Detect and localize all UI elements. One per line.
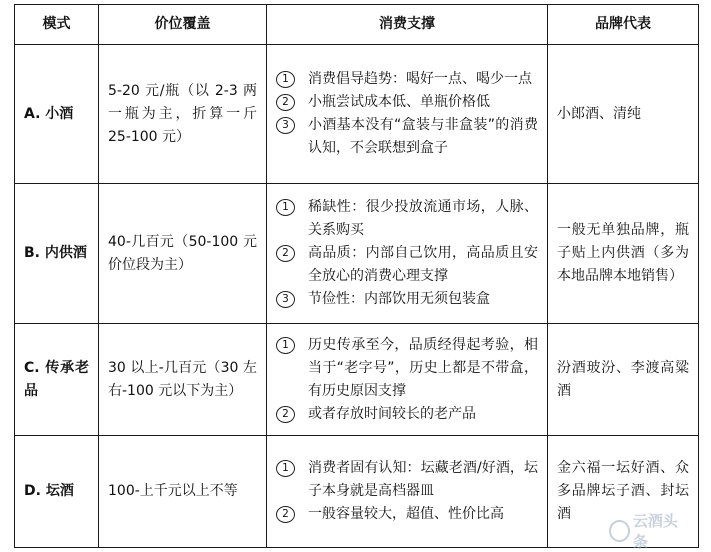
support-item	[276, 334, 538, 403]
support-text: 高品质：内部自己饮用，高品质且安全放心的消费心理支撑	[308, 245, 538, 284]
support-cell	[267, 184, 548, 324]
price-cell: 100-上千元以上不等	[99, 436, 267, 548]
support-text: 消费倡导趋势：喝好一点、喝少一点	[308, 71, 532, 87]
support-text: 小瓶尝试成本低、单瓶价格低	[308, 94, 490, 110]
brand-cell: 小郎酒、清纯	[548, 45, 699, 184]
header-mode: 模式	[15, 5, 99, 45]
watermark-text: 云酒头条	[632, 512, 678, 551]
support-text: 消费者固有认知：坛藏老酒/好酒，坛子本身就是高档器皿	[308, 460, 538, 499]
support-cell	[267, 45, 548, 184]
price-cell: 30 以上-几百元（30 左右-100 元以下为主）	[99, 324, 267, 436]
support-cell	[267, 324, 548, 436]
mode-cell: B. 内供酒	[15, 184, 99, 324]
circled-number-icon: 2	[276, 94, 295, 111]
header-support: 消费支撑	[267, 5, 548, 45]
support-item	[276, 114, 538, 160]
support-item	[276, 91, 538, 114]
support-text: 或者存放时间较长的老产品	[308, 405, 476, 422]
support-cell	[267, 436, 548, 548]
brand-cell: 金六福一坛好酒、众多品牌坛子酒、封坛酒	[548, 436, 699, 548]
table-header-row	[15, 5, 699, 45]
support-item	[276, 288, 538, 311]
mode-cell: A. 小酒	[15, 45, 99, 184]
mode-cell: D. 坛酒	[15, 436, 99, 548]
support-item	[276, 403, 538, 426]
liquor-mode-table	[14, 4, 699, 548]
circled-number-icon: 1	[276, 337, 295, 354]
circled-number-icon: 1	[276, 199, 295, 216]
support-text: 历史传承至今，品质经得起考验，相当于“老字号”，历史上都是不带盒，有历史原因支撑	[308, 336, 538, 399]
circled-number-icon: 1	[276, 460, 295, 477]
table-row	[15, 436, 699, 548]
brand-cell: 汾酒玻汾、李渡高粱酒	[548, 324, 699, 436]
circled-number-icon: 2	[276, 506, 295, 523]
table-row	[15, 45, 699, 184]
support-text: 稀缺性：很少投放流通市场，人脉、关系购买	[308, 199, 538, 238]
price-cell: 40-几百元（50-100 元价位段为主）	[99, 184, 267, 324]
header-brand: 品牌代表	[548, 5, 699, 45]
support-item	[276, 68, 538, 91]
support-item	[276, 503, 538, 526]
circled-number-icon: 3	[276, 117, 295, 134]
table-row	[15, 184, 699, 324]
support-text: 节俭性：内部饮用无须包装盒	[308, 291, 490, 307]
support-item	[276, 242, 538, 288]
circled-number-icon: 1	[276, 71, 295, 88]
header-price: 价位覆盖	[99, 5, 267, 45]
price-cell: 5-20 元/瓶（以 2-3 两一瓶为主，折算一斤 25-100 元）	[99, 45, 267, 184]
circled-number-icon: 2	[276, 245, 295, 262]
support-text: 小酒基本没有“盒装与非盒装”的消费认知，不会联想到盒子	[308, 117, 538, 156]
mode-cell: C. 传承老品	[15, 324, 99, 436]
circled-number-icon: 2	[276, 406, 295, 423]
circled-number-icon: 3	[276, 291, 295, 308]
table-row	[15, 324, 699, 436]
support-item	[276, 457, 538, 503]
support-item	[276, 196, 538, 242]
support-text: 一般容量较大，超值、性价比高	[308, 506, 504, 522]
brand-cell: 一般无单独品牌，瓶子贴上内供酒（多为本地品牌本地销售）	[548, 184, 699, 324]
